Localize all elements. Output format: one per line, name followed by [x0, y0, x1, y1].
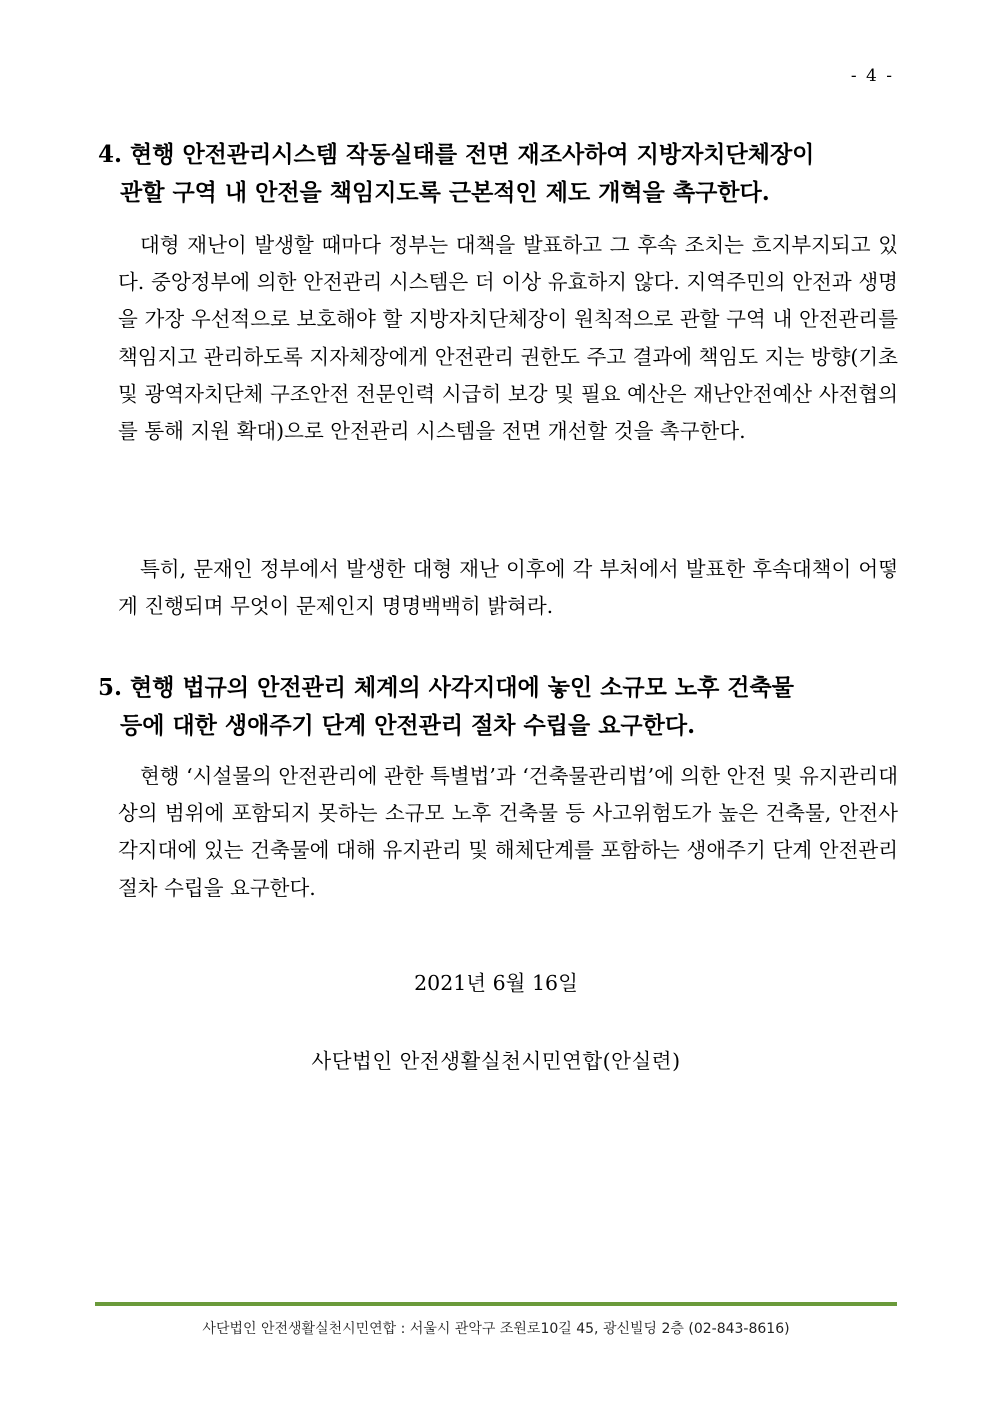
section-4-paragraph-2: 특히, 문재인 정부에서 발생한 대형 재난 이후에 각 부처에서 발표한 후속대책이 어떻게 진행되며 무엇이 문제인지 명명백백히 밝혀라.: [118, 557, 898, 619]
footer-address: 사단법인 안전생활실천시민연합 : 서울시 관악구 조원로10길 45, 광신빌딩 2층 (02-843-8616): [202, 1321, 790, 1337]
section-4-heading: [98, 136, 898, 212]
section-5-paragraph-1: 현행 ‘시설물의 안전관리에 관한 특별법’과 ‘건축물관리법’에 의한 안전 및 유지관리대상의 범위에 포함되지 못하는 소규모 노후 건축물 등 사고위험도가 높은 건축물, 안전사각지대에 있는 건축물에 대해 유지관리 및 해체단계를 포함하는 생애주기 단계 안전관리 절차 수립을 요구한다.: [118, 764, 899, 900]
section-4-heading-line1: 4. 현행 안전관리시스템 작동실태를 전면 재조사하여 지방자치단체장이: [98, 141, 815, 168]
footer-divider: [95, 1302, 897, 1306]
section-4-paragraph-1: 대형 재난이 발생할 때마다 정부는 대책을 발표하고 그 후속 조치는 흐지부지되고 있다. 중앙정부에 의한 안전관리 시스템은 더 이상 유효하지 않다. 지역주민의 안전과 생명을 가장 우선적으로 보호해야 할 지방자치단체장이 원칙적으로 관할 구역 내 안전관리를 책임지고 관리하도록 지자체장에게 안전관리 권한도 주고 결과에 책임도 지는 방향(기초 및 광역자치단체 구조안전 전문인력 시급히 보강 및 필요 예산은 재난안전예산 사전협의를 통해 지원 확대)으로 안전관리 시스템을 전면 개선할 것을 촉구한다.: [118, 233, 898, 444]
section-5-heading-line2: 등에 대한 생애주기 단계 안전관리 절차 수립을 요구한다.: [120, 712, 696, 739]
organization-signature: 사단법인 안전생활실천시민연합(안실련): [311, 1049, 681, 1073]
section-5-heading: [98, 669, 898, 745]
section-5-heading-line1: 5. 현행 법규의 안전관리 체계의 사각지대에 놓인 소규모 노후 건축물: [98, 674, 794, 701]
page-number: - 4 -: [850, 66, 894, 86]
section-4-heading-line2: 관할 구역 내 안전을 책임지도록 근본적인 제도 개혁을 촉구한다.: [120, 179, 770, 206]
document-date: 2021년 6월 16일: [414, 971, 578, 995]
